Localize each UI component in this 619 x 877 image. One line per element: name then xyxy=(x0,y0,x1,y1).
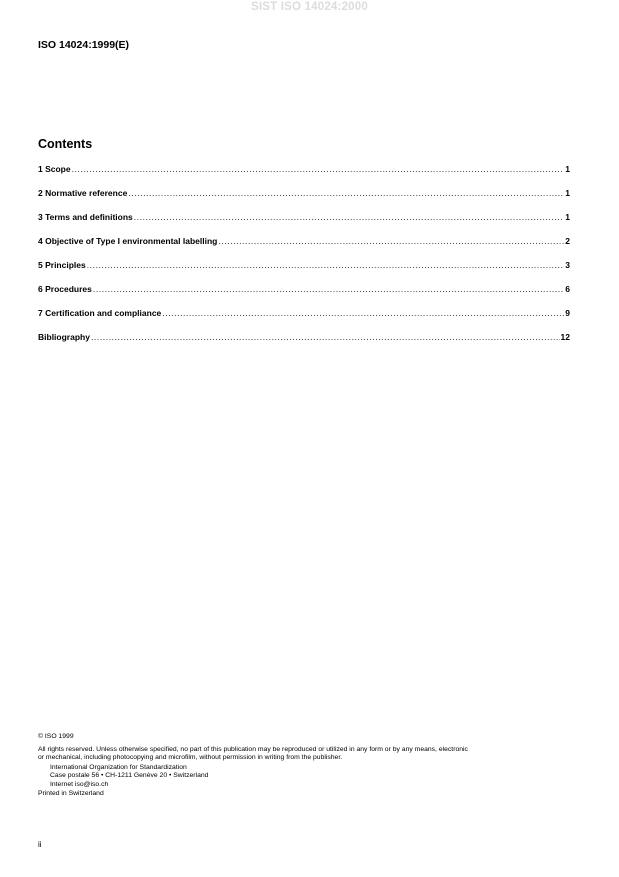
toc-entry-title: 5 Principles xyxy=(38,260,86,270)
copyright-footer xyxy=(38,733,578,798)
rights-statement-line-2: or mechanical, including photocopying and microfilm, without permission in writing from the publisher. xyxy=(38,754,343,762)
toc-dot-leader xyxy=(128,188,564,198)
toc-entry-page: 2 xyxy=(565,236,570,246)
toc-entry[interactable] xyxy=(38,332,570,356)
toc-entry[interactable] xyxy=(38,284,570,308)
toc-dot-leader xyxy=(162,308,564,318)
organization-address: Case postale 56 • CH-1211 Genève 20 • Switzerland xyxy=(50,772,209,780)
toc-entry-title: 2 Normative reference xyxy=(38,188,128,198)
organization-internet[interactable]: Internet iso@iso.ch xyxy=(50,780,109,788)
organization-name: International Organization for Standardization xyxy=(50,763,187,771)
table-of-contents xyxy=(38,164,570,356)
toc-entry[interactable] xyxy=(38,188,570,212)
toc-entry-title: 4 Objective of Type I environmental labelling xyxy=(38,236,218,246)
watermark: SIST ISO 14024:2000 xyxy=(251,1,368,13)
toc-entry-page: 9 xyxy=(565,308,570,318)
toc-entry-title: 1 Scope xyxy=(38,164,71,174)
toc-entry-page: 1 xyxy=(565,164,570,174)
toc-entry-title: 3 Terms and definitions xyxy=(38,212,133,222)
toc-dot-leader xyxy=(72,164,565,174)
rights-statement-line-1: All rights reserved. Unless otherwise specified, no part of this publication may be reproduced or utilized in any form or by any means, electronic xyxy=(38,745,468,753)
copyright-notice: © ISO 1999 xyxy=(38,733,74,740)
toc-entry-page: 1 xyxy=(565,188,570,198)
page-number: ii xyxy=(38,840,42,849)
toc-entry-title: 6 Procedures xyxy=(38,284,92,294)
toc-entry[interactable] xyxy=(38,164,570,188)
document-id-header: ISO 14024:1999(E) xyxy=(38,39,130,51)
toc-entry-page: 6 xyxy=(565,284,570,294)
toc-dot-leader xyxy=(93,284,564,294)
toc-entry-page: 3 xyxy=(565,260,570,270)
toc-entry[interactable] xyxy=(38,260,570,284)
toc-dot-leader xyxy=(218,236,564,246)
toc-entry-title: 7 Certification and compliance xyxy=(38,308,162,318)
toc-entry-page: 12 xyxy=(560,332,570,342)
toc-dot-leader xyxy=(134,212,564,222)
toc-entry-page: 1 xyxy=(565,212,570,222)
toc-dot-leader xyxy=(87,260,565,270)
toc-entry[interactable] xyxy=(38,308,570,332)
printed-in-notice: Printed in Switzerland xyxy=(38,789,104,797)
toc-dot-leader xyxy=(91,332,560,342)
toc-entry[interactable] xyxy=(38,212,570,236)
toc-entry[interactable] xyxy=(38,236,570,260)
toc-entry-title: Bibliography xyxy=(38,332,90,342)
contents-heading: Contents xyxy=(38,137,93,151)
